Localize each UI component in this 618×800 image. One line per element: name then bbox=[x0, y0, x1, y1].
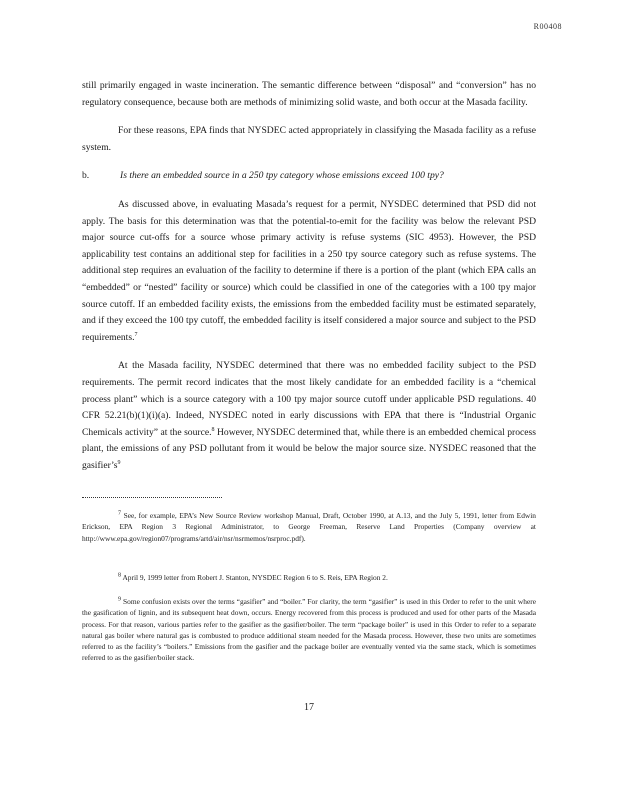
paragraph-embedded-text-a: At the Masada facility, NYSDEC determined that there was no embedded facility subject to the PSD requirements. The permit record indicates that the most likely candidate for an embedded facility is a “chemical process plant” which is a source category with a 100 tpy major source cutoff under applicable PSD regulations. 40 CFR 52.21(b)(1)(i)(a). Indeed, NYSDEC noted in early discussions with EPA that there is “Industrial Organic Chemicals activity” at the source. bbox=[82, 360, 536, 438]
section-heading-text: Is there an embedded source in a 250 tpy category whose emissions exceed 100 tpy? bbox=[120, 170, 444, 182]
footnote-ref-9: 9 bbox=[117, 459, 121, 466]
footnote-7-text: See, for example, EPA’s New Source Review workshop Manual, Draft, October 1990, at A.13, and the July 5, 1991, letter from Edwin Erickson, EPA Region 3 Regional Administrator, to George Freeman, Reserve Land Properties (Company overview at http://www.epa.gov/region07/programs/artd/air/nsr/nsrmemos/nsrproc.pdf). bbox=[82, 511, 536, 543]
paragraph-psd-analysis bbox=[82, 197, 536, 346]
footnote-9-text: Some confusion exists over the terms “gasifier” and “boiler.” For clarity, the term “gasifier” is used in this Order to refer to the unit where the gasification of lignin, and its subsequent heat down, occurs. Energy recovered from this process is produced and used for other parts of the Masada process. For that reason, various parties refer to the gasifier as the gasifier/boiler. The term “package boiler” is used in this Order to refer to a separate natural gas boiler where natural gas is combusted to produce additional steam needed for the Masada process. However, these two units are sometimes referred to as the facility’s “boilers.” Emissions from the gasifier and the package boiler are eventually vented via the same stack, which is sometimes referred to as the gasifier/boiler stack. bbox=[82, 597, 536, 663]
section-heading-number: b. bbox=[82, 170, 90, 182]
page-number: 17 bbox=[304, 702, 314, 713]
paragraph-embedded-facility bbox=[82, 358, 536, 474]
section-heading bbox=[82, 168, 536, 185]
footnote-7 bbox=[82, 510, 536, 544]
footnote-7-number: 7 bbox=[118, 510, 121, 517]
footnote-9-number: 9 bbox=[118, 596, 121, 603]
footnote-9 bbox=[82, 596, 536, 664]
footnote-8 bbox=[82, 572, 536, 583]
footnote-8-number: 8 bbox=[118, 572, 121, 579]
footnote-ref-7: 7 bbox=[134, 331, 138, 338]
document-id-header: R00408 bbox=[533, 22, 562, 31]
paragraph-conclusion: For these reasons, EPA finds that NYSDEC acted appropriately in classifying the Masada facility as a refuse system. bbox=[82, 125, 536, 153]
footnote-ref-8: 8 bbox=[211, 426, 215, 433]
paragraph-embedded-text-b: However, NYSDEC determined that, while there is an embedded chemical process plant, the emissions of any PSD pollutant from it would be below the major source size. NYSDEC reasoned that the gasifier’s bbox=[82, 426, 536, 471]
document-body bbox=[82, 78, 536, 474]
footnote-divider bbox=[82, 497, 222, 498]
paragraph-continuation: still primarily engaged in waste incineration. The semantic difference between “disposal” and “conversion” has no regulatory consequence, because both are methods of minimizing solid waste, and both occur at the Masada facility. bbox=[82, 80, 536, 108]
paragraph-psd-analysis-text: As discussed above, in evaluating Masada’s request for a permit, NYSDEC determined that PSD did not apply. The basis for this determination was that the potential-to-emit for the facility was below the relevant PSD major source cut-offs for a source whose primary activity is refuse systems (SIC 4953). However, the PSD applicability test contains an additional step for facilities in a 250 tpy source category such as refuse systems. The additional step requires an evaluation of the facility to determine if there is a portion of the plant (which EPA calls an “embedded” or “nested” facility or source) which could be classified in one of the categories with a 100 tpy major source cutoff. If an embedded facility exists, the emissions from the embedded facility must be estimated separately, and if they exceed the 100 tpy cutoff, the embedded facility is itself considered a major source and subject to the PSD requirements. bbox=[82, 198, 536, 343]
footnote-8-text: April 9, 1999 letter from Robert J. Stanton, NYSDEC Region 6 to S. Reis, EPA Region 2. bbox=[122, 573, 388, 582]
